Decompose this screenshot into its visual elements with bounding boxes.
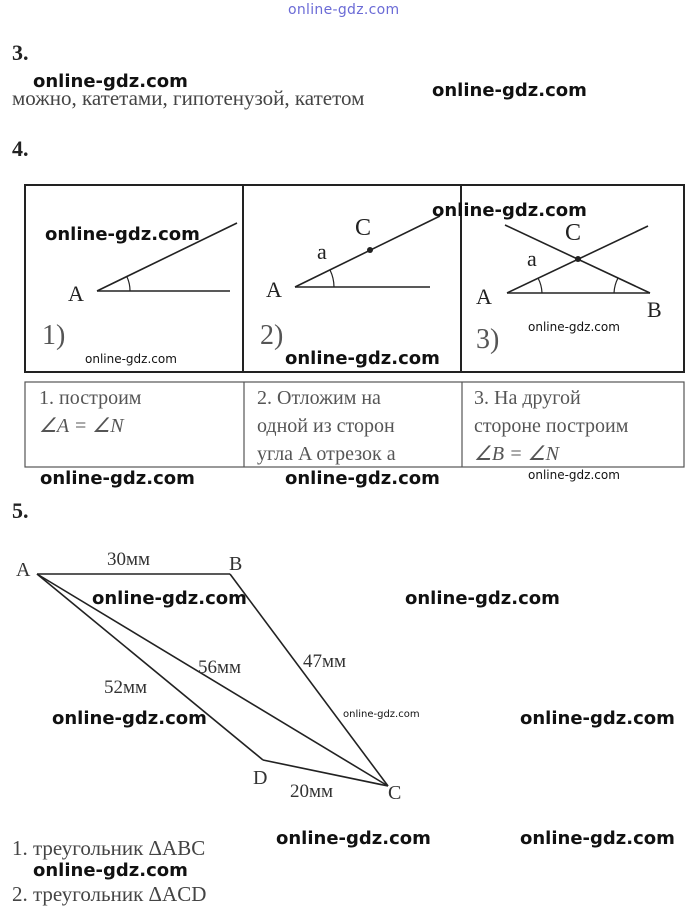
question-3-answer: можно, катетами, гипотенузой, катетом	[12, 86, 365, 110]
question-3-number: 3.	[12, 40, 29, 65]
fig2-label-a: a	[317, 239, 327, 264]
watermark: online-gdz.com	[405, 588, 560, 609]
length-BC: 47мм	[303, 651, 347, 672]
fig2-angle-arc	[330, 270, 334, 287]
question-5-number: 5.	[12, 498, 29, 523]
header-watermark: online-gdz.com	[288, 2, 400, 18]
fig2-point-C	[367, 247, 373, 253]
fig1-label-A: A	[68, 281, 84, 306]
watermark: online-gdz.com	[285, 468, 440, 489]
question-4-number: 4.	[12, 136, 29, 161]
watermark: online-gdz.com	[432, 200, 587, 221]
step-1-line-1: 1. построим	[39, 387, 142, 409]
length-AD: 52мм	[104, 677, 148, 698]
fig3-label-B: B	[647, 297, 662, 322]
point-D-label: D	[253, 767, 268, 789]
watermark: online-gdz.com	[92, 588, 247, 609]
fig3-label-A: A	[476, 284, 492, 309]
q5-answer-2: 2. треугольник ΔACD	[12, 882, 207, 906]
q5-answer-1: 1. треугольник ΔABC	[12, 836, 206, 860]
watermark: online-gdz.com	[33, 860, 188, 881]
fig3-label-a: a	[527, 246, 537, 271]
length-AC: 56мм	[198, 657, 242, 678]
point-B-label: B	[229, 553, 243, 575]
watermark: online-gdz.com	[528, 468, 620, 482]
step-3-line-1: 3. На другой	[474, 387, 581, 409]
step-3-cell	[474, 384, 628, 468]
fig1-step: 1)	[42, 320, 66, 351]
length-AB: 30мм	[107, 549, 151, 570]
fig2-label-A: A	[266, 277, 282, 302]
step-2-cell	[257, 384, 396, 468]
watermark: online-gdz.com	[276, 828, 431, 849]
watermark: online-gdz.com	[343, 709, 420, 720]
step-1-line-2: ∠A = ∠N	[39, 415, 124, 437]
fig3-step: 3)	[476, 324, 500, 355]
point-A-label: A	[16, 559, 31, 581]
step-2-line-1: 2. Отложим на	[257, 387, 381, 409]
watermark: online-gdz.com	[432, 80, 587, 101]
step-1-cell	[39, 384, 141, 440]
fig3-angle-arc-B	[614, 278, 618, 293]
step-2-line-3: угла A отрезок a	[257, 443, 396, 465]
fig2-step: 2)	[260, 320, 284, 351]
step-3-line-3: ∠B = ∠N	[474, 443, 559, 465]
length-DC: 20мм	[290, 781, 334, 802]
step-3-line-2: стороне построим	[474, 415, 629, 437]
fig3-label-C: C	[565, 220, 582, 246]
watermark: online-gdz.com	[45, 224, 200, 245]
point-C-label: C	[388, 782, 402, 804]
fig2-label-C: C	[355, 215, 372, 241]
segment-BC	[230, 574, 388, 786]
fig3-angle-arc-A	[538, 278, 542, 293]
watermark: online-gdz.com	[40, 468, 195, 489]
fig3-point-C	[575, 256, 581, 262]
watermark: online-gdz.com	[520, 828, 675, 849]
watermark: online-gdz.com	[285, 348, 440, 369]
watermark: online-gdz.com	[85, 352, 177, 366]
watermark: online-gdz.com	[520, 708, 675, 729]
watermark: online-gdz.com	[528, 320, 620, 334]
step-2-line-2: одной из сторон	[257, 415, 395, 437]
fig1-angle-arc	[127, 277, 130, 291]
watermark: online-gdz.com	[33, 71, 188, 92]
watermark: online-gdz.com	[52, 708, 207, 729]
